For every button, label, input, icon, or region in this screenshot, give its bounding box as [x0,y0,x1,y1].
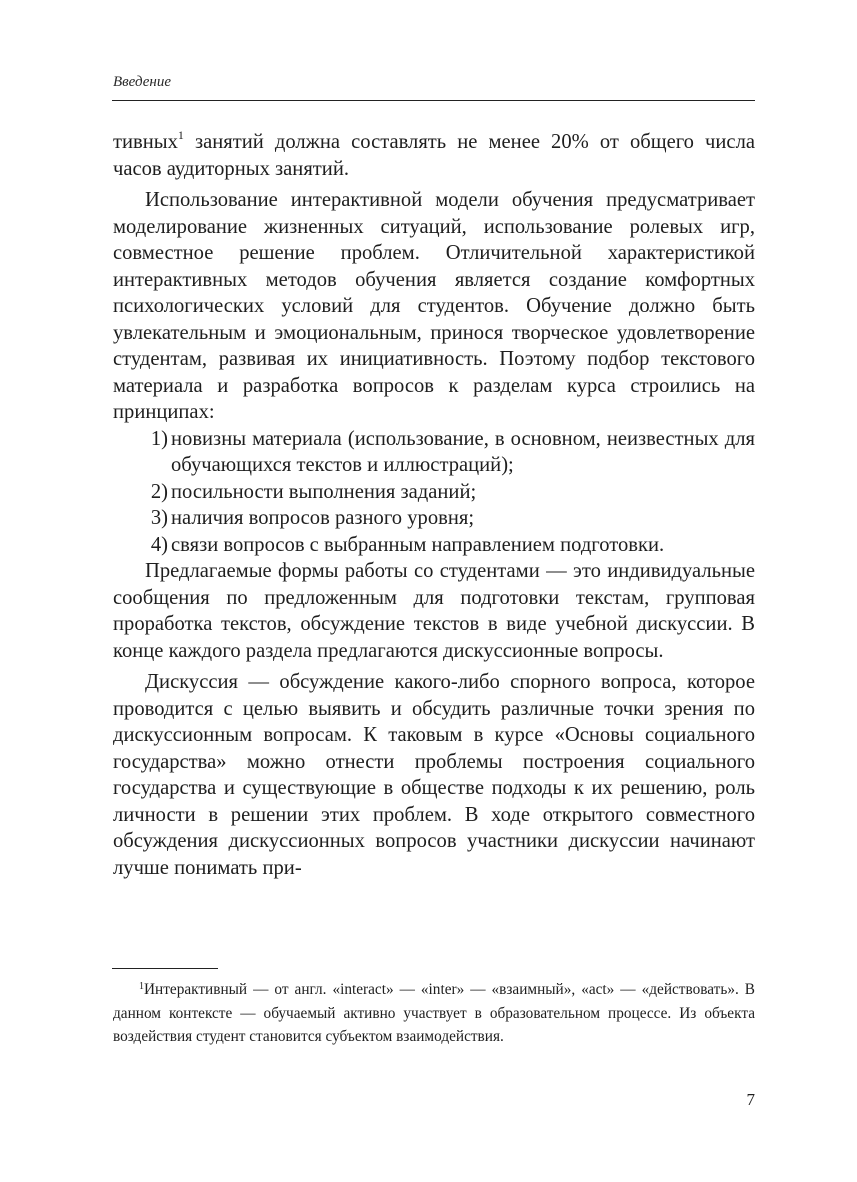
footnote-text: Интерактивный — от англ. «interact» — «inter» — «взаимный», «act» — «действовать». В данном контексте — обучаемый активно участвует в образовательном процессе. Из объекта воздействия студент становится субъектом взаимодействия. [113,981,755,1046]
list-item [113,479,755,506]
running-header: Введение [113,74,171,90]
page-number: 7 [746,1090,755,1109]
paragraph-1-start: тивных [113,131,178,153]
list-item-text: связи вопросов с выбранным направлением подготовки. [171,533,665,556]
footnote-rule [112,968,218,969]
paragraph-1-rest: занятий должна составлять не менее 20% от общего числа часов аудиторных занятий. [113,131,755,180]
footnote [113,978,755,1049]
body-text [113,129,755,881]
list-item-text: новизны материала (использование, в основном, неизвестных для обучающихся текстов и иллюстраций); [171,427,755,476]
list-item [113,426,755,479]
list-item-number: 4) [150,533,168,556]
list-item [113,505,755,532]
list-item [113,532,755,559]
footnote-marker: 1 [139,981,144,992]
principles-list [113,426,755,559]
list-item-number: 1) [150,427,168,450]
list-item-number: 3) [150,507,168,529]
paragraph-4: Дискуссия — обсуждение какого-либо спорного вопроса, которое проводится с целью выявить и обсудить различные точки зрения по дискуссионным вопросам. К таковым в курсе «Основы социального государства» можно отнести проблемы построения социального государства и существующие в обществе подходы к их решению, роль личности в решении этих проблем. В ходе открытого совместного обсуждения дискуссионных вопросов участники дискуссии начинают лучше понимать при- [113,671,755,879]
list-item-text: посильности выполнения заданий; [171,480,477,503]
list-item-number: 2) [150,480,168,503]
header-rule [112,100,755,101]
list-item-text: наличия вопросов разного уровня; [171,507,475,529]
paragraph-1 [113,129,755,182]
paragraph-2: Использование интерактивной модели обучения предусматривает моделирование жизненных ситуаций, использование ролевых игр, совместное решение проблем. Отличительной характеристикой интерактивных методов обучения является создание комфортных психологических условий для студентов. Обучение должно быть увлекательным и эмоциональным, принося творческое удовлетворение студентам, развивая их инициативность. Поэтому подбор текстового материала и разработка вопросов к разделам курса строились на принципах: [113,189,755,423]
paragraph-3: Предлагаемые формы работы со студентами — это индивидуальные сообщения по предложенным для подготовки текстам, групповая проработка текстов, обсуждение текстов в виде учебной дискуссии. В конце каждого раздела предлагаются дискуссионные вопросы. [113,560,755,662]
footnote-ref: 1 [177,128,184,142]
